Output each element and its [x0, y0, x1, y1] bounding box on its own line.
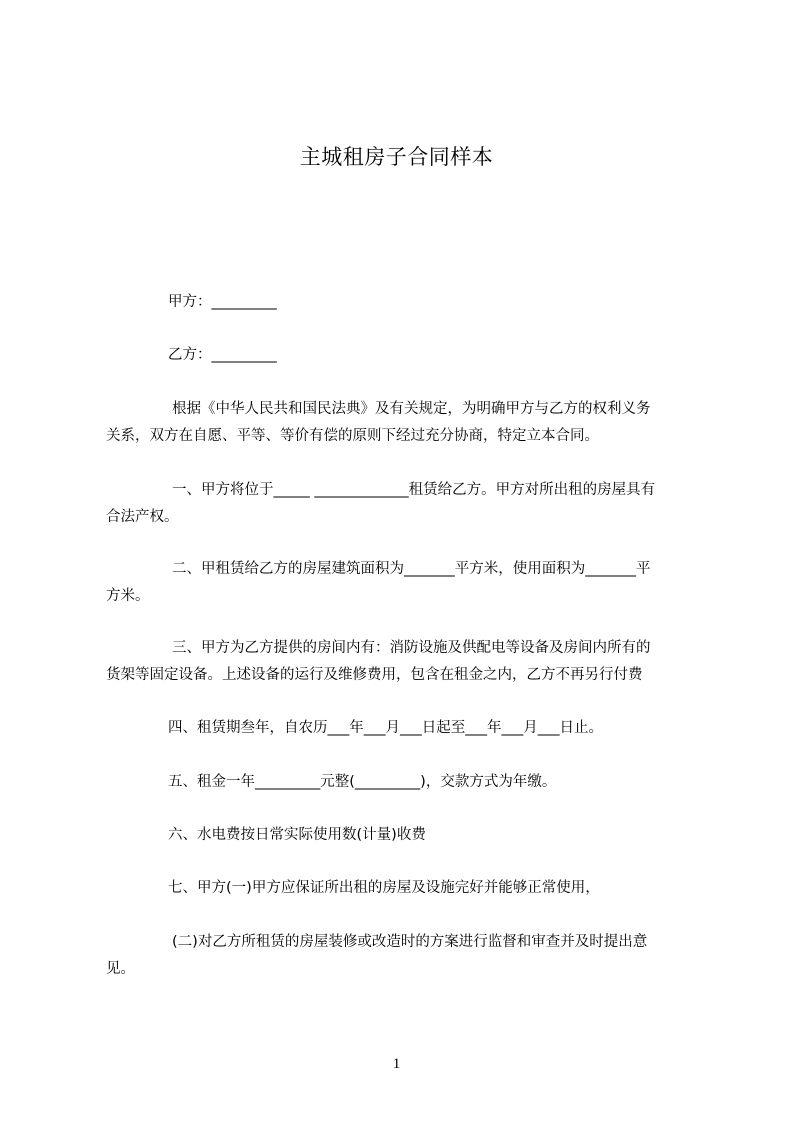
clause-1-line-1: 一、甲方将位于_____ _____________租赁给乙方。甲方对所出租的房屋具有	[172, 482, 656, 498]
clause-2-line-1: 二、甲租赁给乙方的房屋建筑面积为_______平方米，使用面积为_______平	[172, 561, 651, 577]
clause-1-line-2: 合法产权。	[106, 509, 179, 525]
clause-3-line-1: 三、甲方为乙方提供的房间内有：消防设施及供配电等设备及房间内所有的	[172, 640, 651, 656]
party-b-line: 乙方：_________	[168, 347, 277, 363]
document-title: 主城租房子合同样本	[299, 145, 494, 169]
clause-4-line: 四、租赁期叁年，自农历___年___月___日起至___年___月___日止。	[168, 720, 603, 736]
clause-2-line-2: 方米。	[106, 588, 150, 604]
clause-3-line-2: 货架等固定设备。上述设备的运行及维修费用，包含在租金之内，乙方不再另行付费	[106, 667, 643, 683]
party-a-line: 甲方：_________	[168, 294, 277, 310]
clause-5-line: 五、租金一年_________元整(_________)，交款方式为年缴。	[168, 774, 557, 790]
preamble-line-1: 根据《中华人民共和国民法典》及有关规定，为明确甲方与乙方的权利义务	[172, 401, 651, 417]
preamble-line-2: 关系，双方在自愿、平等、等价有偿的原则下经过充分协商，特定立本合同。	[106, 428, 599, 444]
clause-7-line-2: (二)对乙方所租赁的房屋装修或改造时的方案进行监督和审查并及时提出意	[172, 934, 648, 950]
page-number: 1	[392, 1056, 401, 1072]
clause-7-line-1: 七、甲方(一)甲方应保证所出租的房屋及设施完好并能够正常使用，	[168, 880, 600, 896]
clause-6-line: 六、水电费按日常实际使用数(计量)收费	[168, 827, 426, 843]
clause-7-line-3: 见。	[106, 961, 135, 977]
